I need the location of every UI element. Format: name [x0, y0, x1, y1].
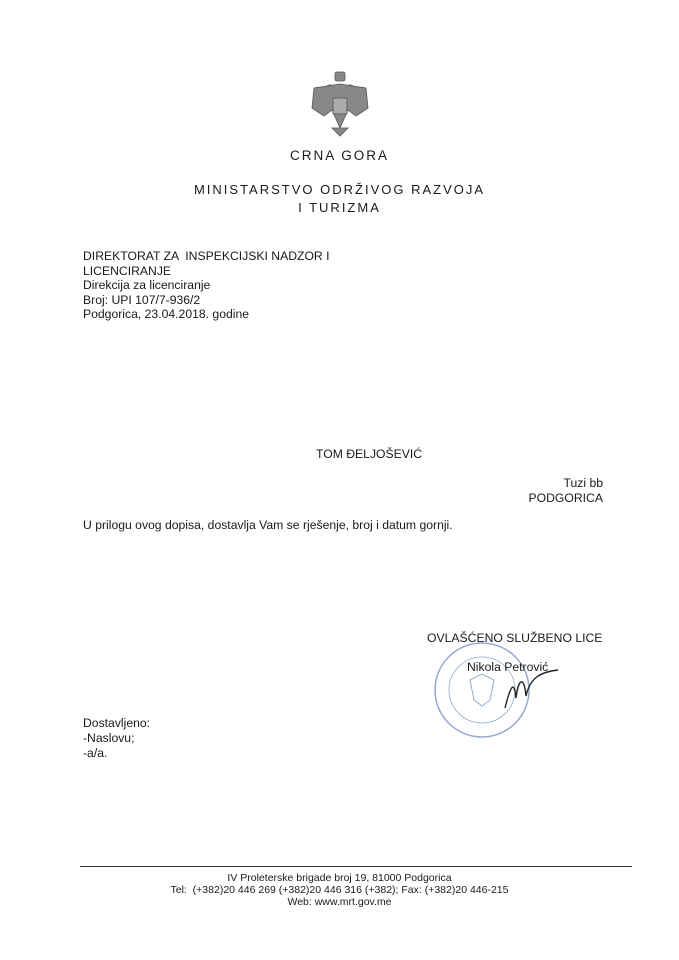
footer-divider [80, 866, 632, 867]
department: Direkcija za licenciranje [83, 278, 211, 292]
ministry-line-2: I TURIZMA [298, 200, 381, 215]
handwritten-signature [500, 668, 560, 713]
recipient-name: TOM ĐELJOŠEVIĆ [316, 447, 423, 461]
distribution-item: -a/a. [83, 746, 108, 760]
ministry-line-1: MINISTARSTVO ODRŽIVOG RAZVOJA [193, 182, 486, 197]
letter-body: U prilogu ovog dopisa, dostavlja Vam se rješenje, broj i datum gornji. [83, 518, 453, 532]
directorate-line-2: LICENCIRANJE [83, 263, 172, 278]
recipient-city: PODGORICA [528, 491, 603, 505]
signer-name: Nikola Petrović [467, 660, 549, 674]
official-title: OVLAŠĆENO SLUŽBENO LICE [427, 631, 603, 645]
distribution-label: Dostavljeno: [83, 716, 151, 730]
footer-web: Web: www.mrt.gov.me [287, 896, 392, 908]
distribution-list [83, 716, 150, 761]
footer-phones: Tel: (+382)20 446 269 (+382)20 446 316 (+382); Fax: (+382)20 446-215 [170, 884, 509, 896]
ministry-name [0, 181, 679, 217]
footer-address: IV Proleterske brigade broj 19, 81000 Podgorica [227, 872, 452, 884]
footer [0, 872, 679, 908]
sender-header [83, 249, 330, 322]
place-date: Podgorica, 23.04.2018. godine [83, 307, 250, 321]
recipient-address [529, 476, 604, 506]
directorate-line-1: DIREKTORAT ZA INSPEKCIJSKI NADZOR I [83, 249, 330, 263]
recipient-street: Tuzi bb [563, 476, 603, 490]
country-name: CRNA GORA [289, 148, 389, 163]
distribution-item: -Naslovu; [83, 731, 135, 745]
reference-number: Broj: UPI 107/7-936/2 [83, 292, 201, 307]
coat-of-arms-icon [310, 70, 370, 138]
